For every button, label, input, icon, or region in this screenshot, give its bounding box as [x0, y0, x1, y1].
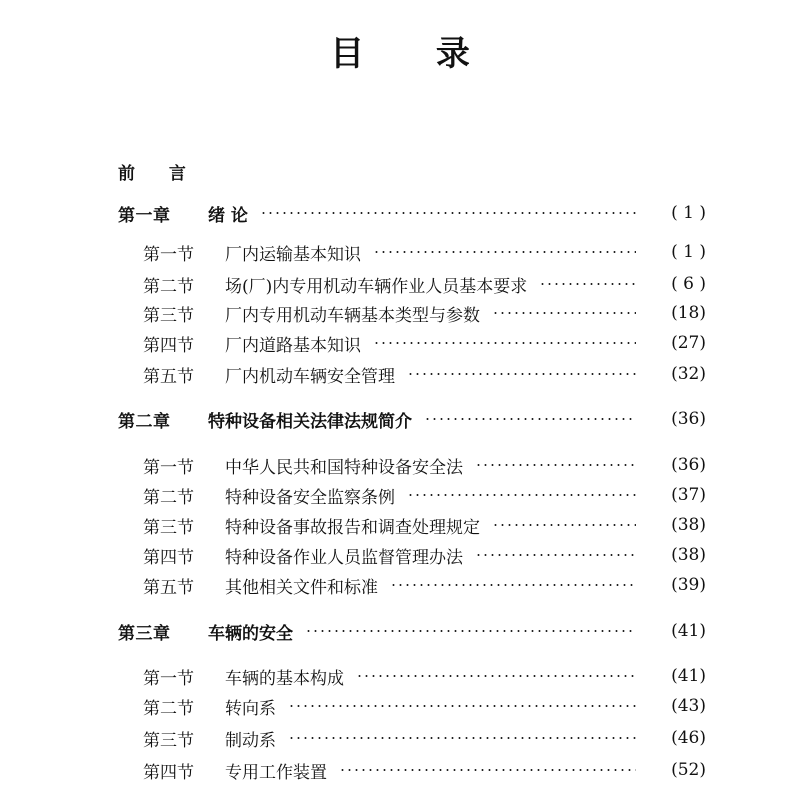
- section-page: ( 6 ): [671, 274, 706, 294]
- section-page: (38): [671, 545, 706, 565]
- dot-leader: [373, 251, 636, 253]
- section-name: 厂内运输基本知识: [225, 244, 361, 265]
- section-label: 第二节: [143, 276, 194, 297]
- section-name: 专用工作装置: [225, 762, 327, 783]
- dot-leader: [492, 312, 636, 314]
- chapter-page: (41): [671, 621, 706, 641]
- toc-section-1-2[interactable]: [143, 270, 706, 298]
- section-name: 车辆的基本构成: [225, 668, 344, 689]
- dot-leader: [373, 342, 636, 344]
- toc-section-3-2[interactable]: [143, 692, 706, 720]
- chapter-label: 第三章: [118, 623, 171, 644]
- dot-leader: [288, 737, 636, 739]
- chapter-label: 第二章: [118, 411, 171, 432]
- section-page: (52): [671, 760, 706, 780]
- toc-section-1-5[interactable]: [143, 360, 706, 388]
- section-name: 厂内专用机动车辆基本类型与参数: [225, 305, 480, 326]
- section-label: 第四节: [143, 335, 194, 356]
- dot-leader: [407, 494, 636, 496]
- chapter-name: 车辆的安全: [208, 623, 293, 644]
- section-name: 特种设备事故报告和调查处理规定: [225, 517, 480, 538]
- section-page: (43): [671, 696, 706, 716]
- section-page: (39): [671, 575, 706, 595]
- toc-chapter-2[interactable]: [118, 405, 706, 433]
- toc-section-2-3[interactable]: [143, 511, 706, 539]
- chapter-name: 特种设备相关法律法规简介: [208, 411, 412, 432]
- section-name: 转向系: [225, 698, 276, 719]
- chapter-page: ( 1 ): [671, 203, 706, 223]
- toc-section-2-1[interactable]: [143, 451, 706, 479]
- section-page: (38): [671, 515, 706, 535]
- dot-leader: [356, 675, 636, 677]
- section-label: 第三节: [143, 730, 194, 751]
- section-label: 第三节: [143, 305, 194, 326]
- section-label: 第二节: [143, 487, 194, 508]
- dot-leader: [407, 373, 636, 375]
- page-title: 目 录: [330, 34, 500, 74]
- section-label: 第三节: [143, 517, 194, 538]
- toc-section-3-3[interactable]: [143, 724, 706, 752]
- toc-section-1-3[interactable]: [143, 299, 706, 327]
- toc-section-2-2[interactable]: [143, 481, 706, 509]
- section-name: 特种设备作业人员监督管理办法: [225, 547, 463, 568]
- section-page: (32): [671, 364, 706, 384]
- toc-preface[interactable]: [118, 157, 200, 185]
- dot-leader: [339, 769, 636, 771]
- dot-leader: [475, 464, 636, 466]
- dot-leader: [492, 524, 636, 526]
- dot-leader: [424, 418, 636, 420]
- toc-section-3-4[interactable]: [143, 756, 706, 784]
- chapter-name: 绪 论: [208, 205, 248, 226]
- section-page: (36): [671, 455, 706, 475]
- section-name: 中华人民共和国特种设备安全法: [225, 457, 463, 478]
- section-name: 其他相关文件和标准: [225, 577, 378, 598]
- section-label: 第一节: [143, 457, 194, 478]
- dot-leader: [260, 212, 636, 214]
- dot-leader: [475, 554, 636, 556]
- dot-leader: [288, 705, 636, 707]
- section-name: 制动系: [225, 730, 276, 751]
- toc-section-1-4[interactable]: [143, 329, 706, 357]
- dot-leader: [539, 283, 636, 285]
- section-label: 第二节: [143, 698, 194, 719]
- toc-section-2-4[interactable]: [143, 541, 706, 569]
- section-label: 第四节: [143, 547, 194, 568]
- section-name: 场(厂)内专用机动车辆作业人员基本要求: [225, 276, 528, 297]
- section-page: (41): [671, 666, 706, 686]
- toc-chapter-3[interactable]: [118, 617, 706, 645]
- section-label: 第五节: [143, 577, 194, 598]
- section-page: (37): [671, 485, 706, 505]
- toc-section-2-5[interactable]: [143, 571, 706, 599]
- section-label: 第一节: [143, 668, 194, 689]
- toc-section-1-1[interactable]: [143, 238, 706, 266]
- chapter-label: 第一章: [118, 205, 171, 226]
- toc-chapter-1[interactable]: [118, 199, 706, 227]
- section-label: 第四节: [143, 762, 194, 783]
- section-page: (27): [671, 333, 706, 353]
- preface-label: 前 言: [118, 163, 200, 184]
- section-name: 厂内道路基本知识: [225, 335, 361, 356]
- dot-leader: [305, 630, 636, 632]
- toc-section-3-1[interactable]: [143, 662, 706, 690]
- section-name: 特种设备安全监察条例: [225, 487, 395, 508]
- section-name: 厂内机动车辆安全管理: [225, 366, 395, 387]
- dot-leader: [390, 584, 636, 586]
- section-page: (46): [671, 728, 706, 748]
- section-page: ( 1 ): [671, 242, 706, 262]
- section-label: 第一节: [143, 244, 194, 265]
- section-page: (18): [671, 303, 706, 323]
- chapter-page: (36): [671, 409, 706, 429]
- section-label: 第五节: [143, 366, 194, 387]
